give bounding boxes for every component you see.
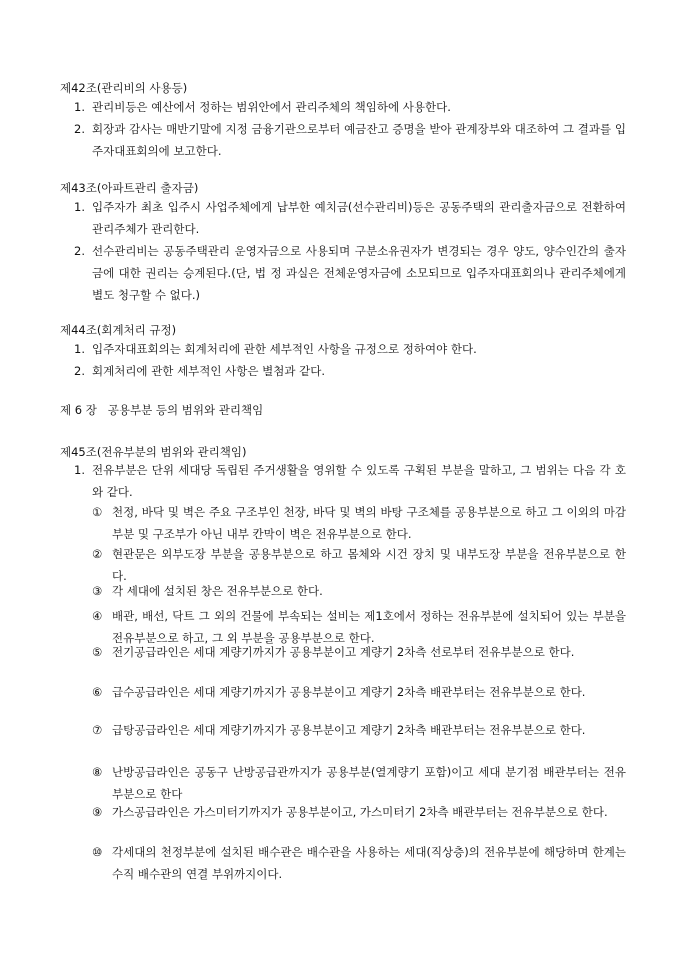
article-45-subitem-6 (92, 681, 626, 703)
subitem-number: ⑥ (92, 685, 103, 699)
subitem-text: 현관문은 외부도장 부분을 공용부분으로 하고 몸체와 시건 장치 및 내부도장 부분을 전유부분으로 한다. (112, 547, 626, 583)
article-45-subitem-8 (92, 761, 626, 805)
subitem-text: 각세대의 천정부분에 설치된 배수관은 배수관을 사용하는 세대(직상층)의 전유부분에 해당하며 한계는 수직 배수관의 연결 부위까지이다. (112, 845, 626, 881)
subitem-number: ③ (92, 584, 103, 598)
subitem-number: ⑨ (92, 805, 103, 819)
item-number: 1. (74, 342, 85, 356)
item-number: 1. (74, 100, 85, 114)
article-42-item-1 (74, 96, 626, 118)
article-43-item-1 (74, 196, 626, 240)
item-text: 입주자대표회의는 회계처리에 관한 세부적인 사항을 규정으로 정하여야 한다. (92, 342, 477, 356)
article-45-subitem-10 (92, 841, 626, 885)
article-45-item-1 (74, 459, 626, 503)
chapter-heading: 제 6 장 공용부분 등의 범위와 관리책임 (60, 403, 264, 417)
article-42-heading: 제42조(관리비의 사용등) (60, 81, 188, 95)
subitem-number: ⑩ (92, 845, 103, 859)
article-44-item-2 (74, 360, 626, 382)
item-text: 입주자가 최초 입주시 사업주체에게 납부한 예치금(선수관리비)등은 공동주택의 관리출자금으로 전환하여 관리주체가 관리한다. (92, 200, 626, 236)
subitem-number: ④ (92, 609, 103, 623)
article-45-heading: 제45조(전유부분의 범위와 관리책임) (60, 445, 247, 459)
subitem-text: 가스공급라인은 가스미터기까지가 공용부분이고, 가스미터기 2차측 배관부터는 전유부분으로 한다. (112, 805, 608, 819)
item-text: 선수관리비는 공동주택관리 운영자금으로 사용되며 구분소유권자가 변경되는 경우 양도, 양수인간의 출자금에 대한 권리는 승계된다.(단, 법 정 과실은 전체운영자금에 소모되므로 입주자대표회의나 관리주체에게 별도 청구할 수 없다.) (92, 244, 626, 302)
subitem-text: 각 세대에 설치된 창은 전유부분으로 한다. (112, 584, 323, 598)
subitem-number: ② (92, 547, 103, 561)
subitem-text: 급탕공급라인은 세대 계량기까지가 공용부분이고 계량기 2차측 배관부터는 전유부분으로 한다. (112, 723, 586, 737)
item-text: 회계처리에 관한 세부적인 사항은 별첨과 같다. (92, 364, 326, 378)
item-number: 1. (74, 200, 85, 214)
article-44-heading: 제44조(회계처리 규정) (60, 323, 177, 337)
subitem-number: ⑦ (92, 723, 103, 737)
subitem-text: 전기공급라인은 세대 계량기까지가 공용부분이고 계량기 2차측 선로부터 전유부분으로 한다. (112, 645, 575, 659)
article-43-heading: 제43조(아파트관리 출자금) (60, 181, 199, 195)
article-45-subitem-3 (92, 580, 626, 602)
subitem-text: 급수공급라인은 세대 계량기까지가 공용부분이고 계량기 2차측 배관부터는 전유부분으로 한다. (112, 685, 586, 699)
subitem-number: ① (92, 505, 103, 519)
subitem-number: ⑤ (92, 645, 103, 659)
article-42-item-2 (74, 118, 626, 162)
article-45-subitem-9 (92, 801, 626, 823)
item-number: 1. (74, 463, 85, 477)
item-text: 관리비등은 예산에서 정하는 범위안에서 관리주체의 책임하에 사용한다. (92, 100, 451, 114)
item-text: 전유부분은 단위 세대당 독립된 주거생활을 영위할 수 있도록 구획된 부분을 말하고, 그 범위는 다음 각 호와 같다. (92, 463, 626, 499)
subitem-text: 천정, 바닥 및 벽은 주요 구조부인 천장, 바닥 및 벽의 바탕 구조체를 공용부분으로 하고 그 이외의 마감부분 및 구조부가 아닌 내부 칸막이 벽은 전유부분으로 한다. (112, 505, 626, 541)
article-43-item-2 (74, 240, 626, 306)
article-45-subitem-7 (92, 719, 626, 741)
item-number: 2. (74, 244, 85, 258)
article-44-item-1 (74, 338, 626, 360)
subitem-number: ⑧ (92, 765, 103, 779)
item-text: 회장과 감사는 매반기말에 지정 금융기관으로부터 예금잔고 증명을 받아 관계장부와 대조하여 그 결과를 입주자대표회의에 보고한다. (92, 122, 626, 158)
article-45-subitem-5 (92, 641, 626, 663)
item-number: 2. (74, 364, 85, 378)
subitem-text: 배관, 배선, 닥트 그 외의 건물에 부속되는 설비는 제1호에서 정하는 전유부분에 설치되어 있는 부분을 전유부분으로 하고, 그 외 부분을 공용부분으로 한다. (112, 609, 626, 645)
item-number: 2. (74, 122, 85, 136)
subitem-text: 난방공급라인은 공동구 난방공급관까지가 공용부분(열계량기 포함)이고 세대 분기점 배관부터는 전유부분으로 한다 (112, 765, 626, 801)
article-45-subitem-1 (92, 501, 626, 545)
